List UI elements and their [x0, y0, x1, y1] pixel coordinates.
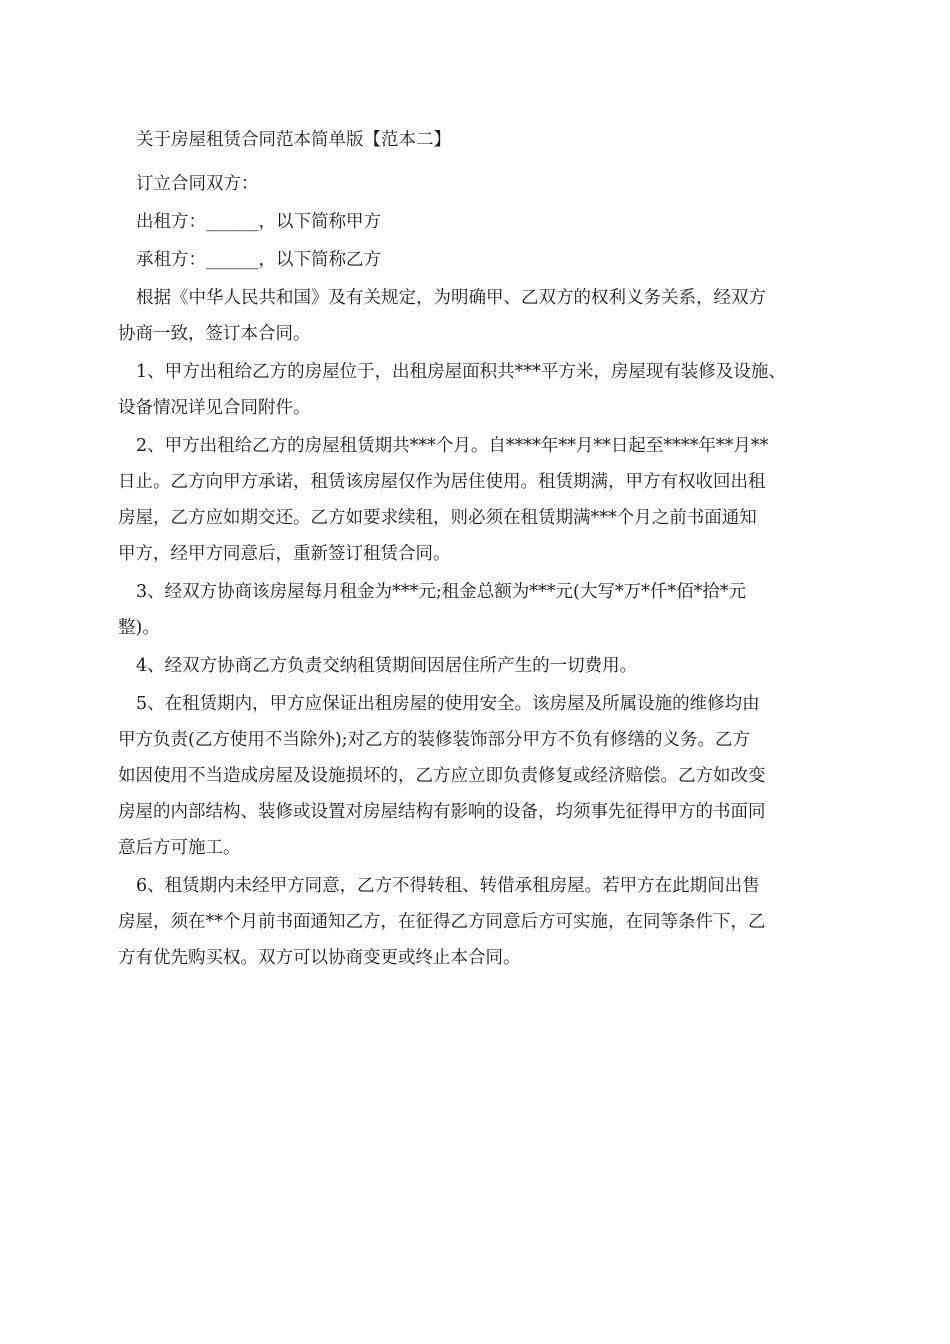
clause-line: 1、甲方出租给乙方的房屋位于，出租房屋面积共***平方米，房屋现有装修及设施、 [136, 362, 786, 382]
clause-line: 方有优先购买权。双方可以协商变更或终止本合同。 [118, 948, 521, 968]
clause-6 [118, 868, 838, 976]
clause-3 [118, 574, 838, 646]
parties-heading: 订立合同双方： [136, 174, 259, 194]
preamble-paragraph [118, 280, 838, 352]
document-title: 关于房屋租赁合同范本简单版【范本二】 [136, 130, 451, 150]
clause-line: 甲方，经甲方同意后，重新签订租赁合同。 [118, 544, 451, 564]
clause-line: 房屋，须在**个月前书面通知乙方，在征得乙方同意后方可实施，在同等条件下，乙 [118, 912, 766, 932]
clause-line: 设备情况详见合同附件。 [118, 398, 311, 418]
clause-line: 2、甲方出租给乙方的房屋租赁期共***个月。自****年**月**日起至****年**月** [136, 436, 769, 456]
clause-line: 房屋的内部结构、装修或设置对房屋结构有影响的设备，均须事先征得甲方的书面同 [118, 802, 766, 822]
clause-line: 6、租赁期内未经甲方同意，乙方不得转租、转借承租房屋。若甲方在此期间出售 [136, 876, 760, 896]
clause-1 [118, 354, 838, 426]
clause-line: 日止。乙方向甲方承诺，租赁该房屋仅作为居住使用。租赁期满，甲方有权收回出租 [118, 472, 766, 492]
lessee-line: 承租方：______，以下简称乙方 [136, 250, 381, 270]
clause-2 [118, 428, 838, 572]
clause-line: 甲方负责(乙方使用不当除外);对乙方的装修装饰部分甲方不负有修缮的义务。乙方 [118, 730, 751, 750]
clause-line: 房屋，乙方应如期交还。乙方如要求续租，则必须在租赁期满***个月之前书面通知 [118, 508, 757, 528]
clause-line: 5、在租赁期内，甲方应保证出租房屋的使用安全。该房屋及所属设施的维修均由 [136, 694, 760, 714]
lessor-line: 出租方：______，以下简称甲方 [136, 212, 381, 232]
preamble-line: 根据《中华人民共和国》及有关规定，为明确甲、乙双方的权利义务关系，经双方 [136, 288, 766, 308]
clause-line: 4、经双方协商乙方负责交纳租赁期间因居住所产生的一切费用。 [136, 656, 638, 676]
clause-4 [118, 648, 838, 684]
clause-line: 整)。 [118, 618, 160, 638]
document-page [118, 122, 838, 978]
clause-line: 意后方可施工。 [118, 838, 241, 858]
clause-line: 3、经双方协商该房屋每月租金为***元;租金总额为***元(大写*万*仟*佰*拾*元 [136, 582, 747, 602]
preamble-line: 协商一致，签订本合同。 [118, 324, 311, 344]
clause-line: 如因使用不当造成房屋及设施损坏的，乙方应立即负责修复或经济赔偿。乙方如改变 [118, 766, 766, 786]
clause-5 [118, 686, 838, 866]
